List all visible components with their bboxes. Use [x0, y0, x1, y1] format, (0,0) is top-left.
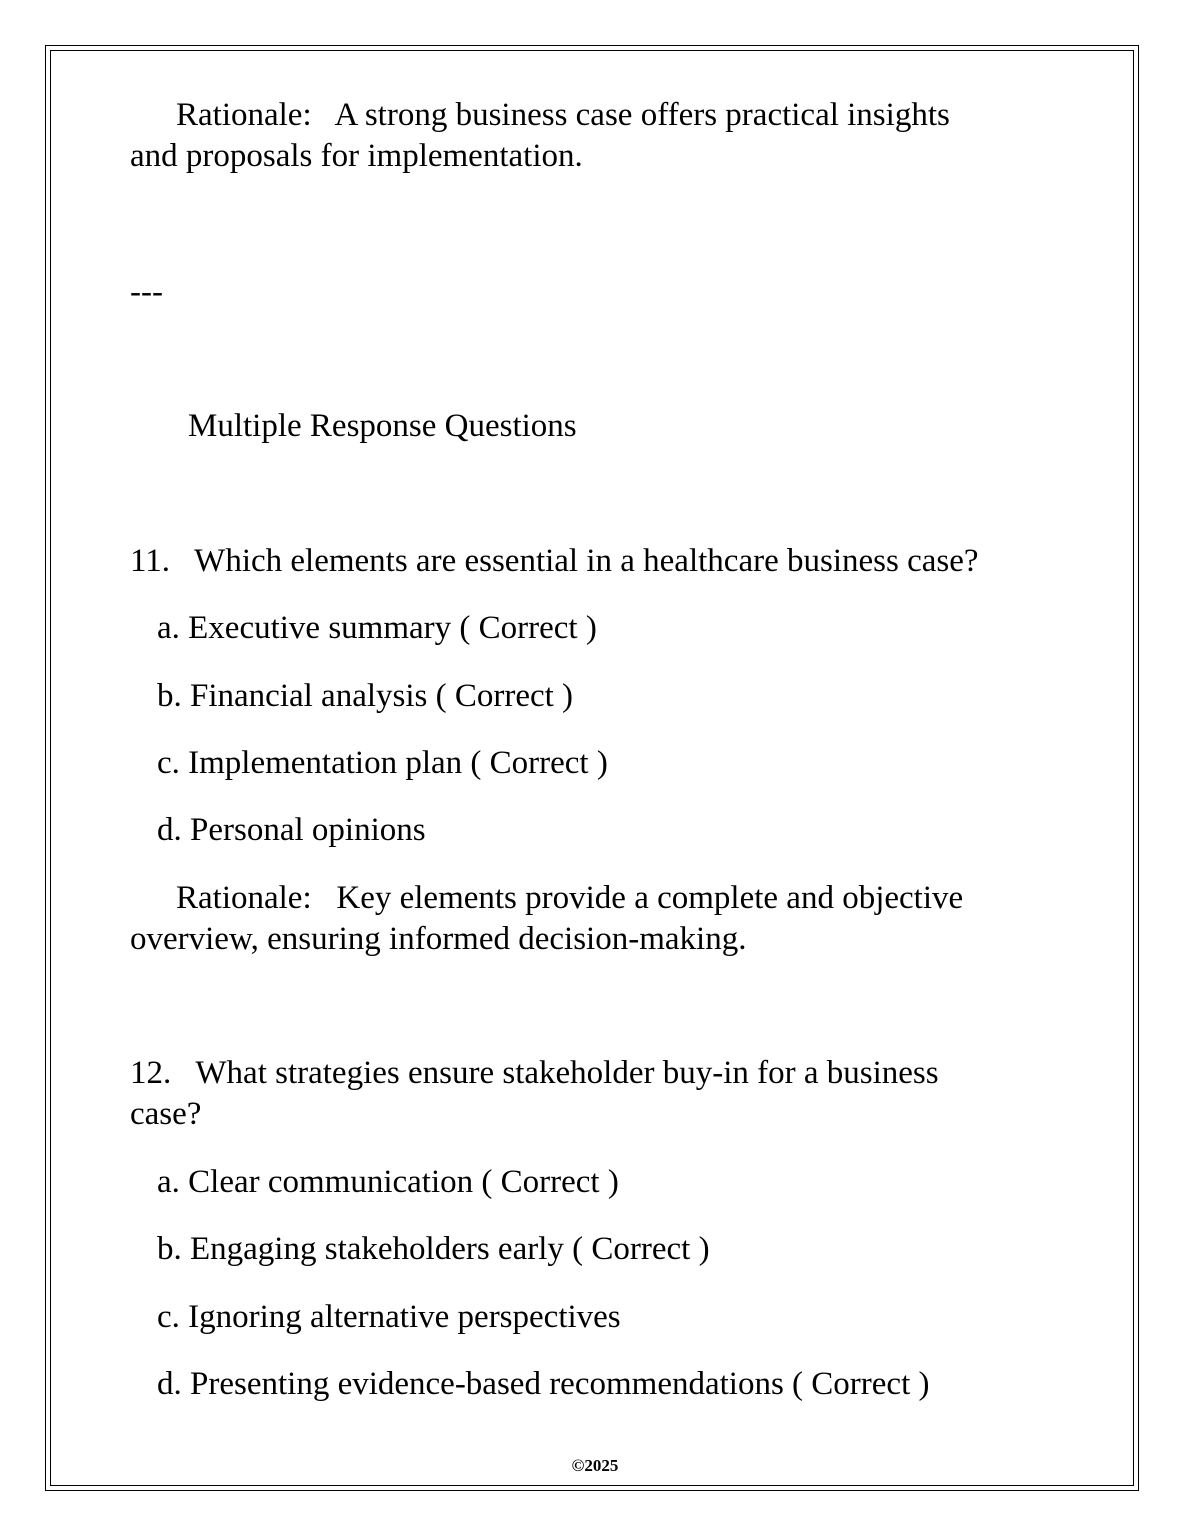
q12-option-a: a. Clear communication ( Correct ) [157, 1164, 619, 1200]
question-12-line1: 12. What strategies ensure stakeholder buy-in for a business [130, 1055, 939, 1091]
q11-rationale-line2: overview, ensuring informed decision-making. [130, 921, 747, 957]
q11-option-d: d. Personal opinions [157, 812, 426, 848]
rationale-top-line1: Rationale: A strong business case offers practical insights [176, 97, 950, 133]
question-11: 11. Which elements are essential in a healthcare business case? [130, 543, 979, 579]
q12-option-c: c. Ignoring alternative perspectives [157, 1299, 621, 1335]
copyright-footer: ©2025 [571, 1456, 619, 1475]
q12-option-d: d. Presenting evidence-based recommendations ( Correct ) [157, 1366, 930, 1402]
rationale-top-line2: and proposals for implementation. [130, 138, 583, 174]
q11-option-c: c. Implementation plan ( Correct ) [157, 745, 608, 781]
q11-option-a: a. Executive summary ( Correct ) [157, 610, 597, 646]
separator: --- [130, 274, 163, 310]
section-heading: Multiple Response Questions [188, 408, 577, 444]
q11-option-b: b. Financial analysis ( Correct ) [157, 678, 574, 714]
q11-rationale-line1: Rationale: Key elements provide a complete and objective [176, 880, 964, 916]
question-12-line2: case? [130, 1096, 202, 1132]
q12-option-b: b. Engaging stakeholders early ( Correct ) [157, 1231, 710, 1267]
